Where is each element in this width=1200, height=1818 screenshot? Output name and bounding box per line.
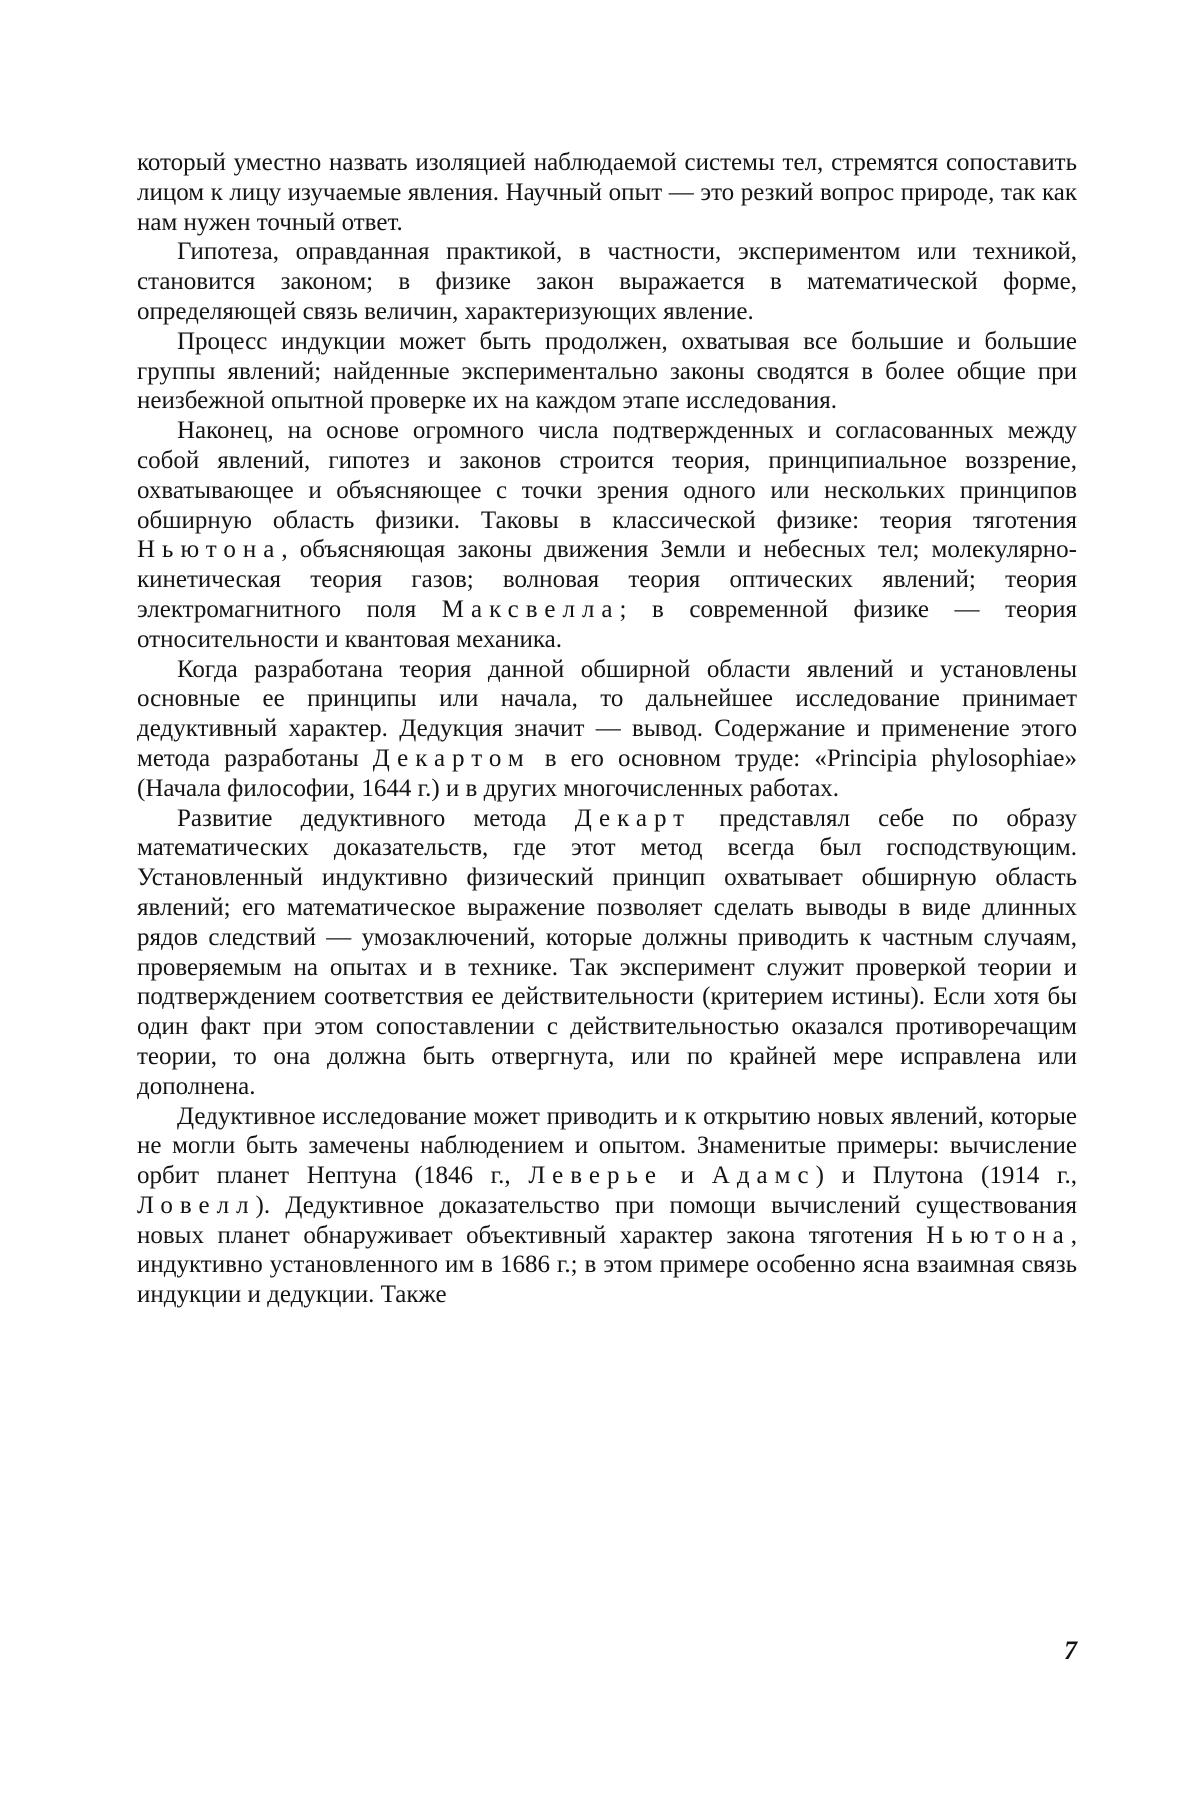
person-name-maxwell: Максвелла	[441, 595, 620, 623]
paragraph-5	[137, 655, 1077, 804]
paragraph-2-text: Гипотеза, оправданная практикой, в частности, экспериментом или техникой, становится законом; в физике закон выражается в математической форме, определяющей связь величин, характеризующих явление.	[137, 238, 1077, 325]
person-name-adams: Адамс	[711, 1162, 816, 1190]
paragraph-4-text-c: ; в современной физике — теория относительности и квантовая механика.	[137, 595, 1078, 653]
page-number: 7	[1064, 1636, 1077, 1665]
paragraph-5-text-b: в его основном труде: «Principia phylosophiae» (Начала философии, 1644 г.) и в других многочисленных работах.	[137, 744, 1077, 802]
person-name-descartes: Декарт	[574, 804, 692, 832]
paragraph-7-text-d: ). Дедуктивное доказательство при помощи вычислений существования новых планет обнаруживает объективный характер закона тяготения	[137, 1191, 1077, 1249]
paragraph-1-text: который уместно назвать изоляцией наблюдаемой системы тел, стремятся сопоставить лицом к лицу изучаемые явления. Научный опыт — это резкий вопрос природе, так как нам нужен точный ответ.	[137, 149, 1077, 236]
paragraph-4-text-b: , объясняющая законы движения Земли и небесных тел; молекулярно-кинетическая теория газов; волновая теория оптических явлений; теория электромагнитного поля	[137, 536, 1077, 623]
paragraph-1	[137, 148, 1077, 237]
paragraph-7	[137, 1102, 1077, 1311]
paragraph-7-text-c: ) и Плутона (1914 г.,	[815, 1162, 1077, 1190]
person-name-newton: Ньютона	[926, 1221, 1071, 1249]
paragraph-4	[137, 416, 1077, 654]
person-name-newton: Ньютона	[137, 536, 282, 564]
paragraph-2	[137, 237, 1077, 326]
paragraph-6	[137, 804, 1077, 1102]
paragraph-3	[137, 327, 1077, 416]
person-name-le-verrier: Леверье	[528, 1162, 663, 1190]
paragraph-4-text-a: Наконец, на основе огромного числа подтвержденных и согласованных между собой явлений, гипотез и законов строится теория, принципиальное воззрение, охватывающее и объясняющее с точки зрения одного или нескольких принципов обширную область физики. Таковы в классической физике: теория тяготения	[137, 417, 1077, 534]
page-body	[137, 148, 1077, 1310]
paragraph-3-text: Процесс индукции может быть продолжен, охватывая все большие и большие группы явлений; найденные экспериментально законы сводятся в более общие при неизбежной опытной проверке их на каждом этапе исследования.	[137, 327, 1077, 415]
paragraph-7-text-a: Дедуктивное исследование может приводить и к открытию новых явлений, которые не могли быть замечены наблюдением и опытом. Знаменитые примеры: вычисление орбит планет Нептуна (1846 г.,	[137, 1102, 1077, 1190]
person-name-descartes: Декартом	[372, 744, 531, 772]
paragraph-7-text-e: , индуктивно установленного им в 1686 г.; в этом примере особенно ясна взаимная связь индукции и дедукции. Также	[137, 1221, 1077, 1309]
paragraph-6-text-b: представлял себе по образу математических доказательств, где этот метод всегда был господствующим. Установленный индуктивно физический принцип охватывает обширную область явлений; его математическое выражение позволяет сделать выводы в виде длинных рядов следствий — умозаключений, которые должны приводить к частным случаям, проверяемым на опытах и в технике. Так эксперимент служит проверкой теории и подтверждением соответствия ее действительности (критерием истины). Если хотя бы один факт при этом сопоставлении с действительностью оказался противоречащим теории, то она должна быть отвергнута, или по крайней мере исправлена или дополнена.	[137, 804, 1077, 1100]
paragraph-5-text-a: Когда разработана теория данной обширной области явлений и установлены основные ее принципы или начала, то дальнейшее исследование принимает дедуктивный характер. Дедукция значит — вывод. Содержание и применение этого метода разработаны	[137, 655, 1077, 772]
paragraph-7-text-b: и	[662, 1162, 712, 1190]
person-name-lowell: Ловелл	[137, 1191, 256, 1219]
paragraph-6-text-a: Развитие дедуктивного метода	[177, 804, 575, 832]
